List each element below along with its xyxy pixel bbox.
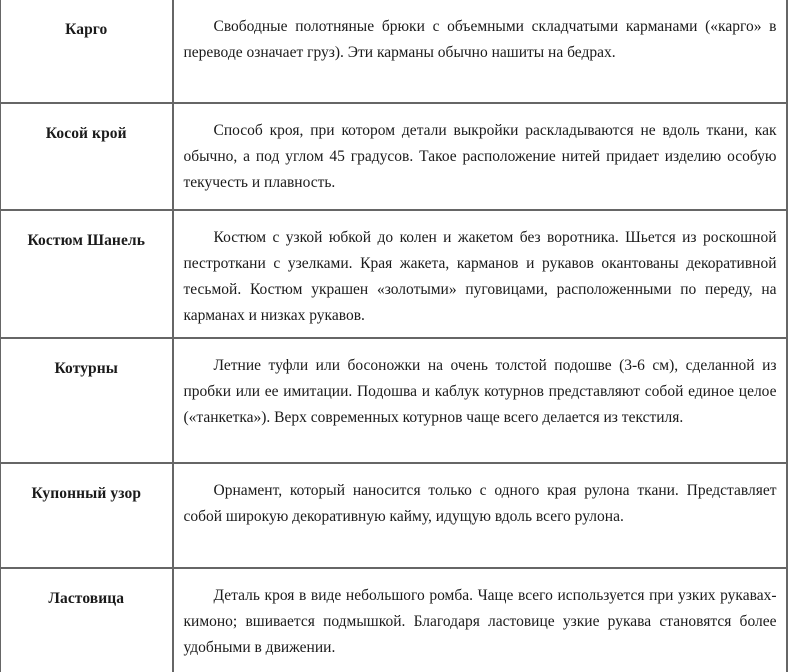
term-label: Ластовица bbox=[48, 590, 125, 607]
term-label: Косой крой bbox=[45, 125, 127, 142]
term-cell bbox=[1, 463, 173, 568]
term-cell bbox=[1, 103, 173, 210]
definition-text: Костюм с узкой юбкой до колен и жакетом без воротника. Шьется из роскошной пестроткани с узелками. Края жакета, карманов и рукавов окантованы декоративной тесьмой. Костюм украшен «золотыми» пуговицами, расположенными по переду, на карманах и низках рукавов. bbox=[183, 229, 777, 324]
definition-cell bbox=[173, 463, 787, 568]
term-label: Костюм Шанель bbox=[27, 232, 146, 249]
definition-text: Летние туфли или босоножки на очень толстой подошве (3-6 см), сделанной из пробки или ее имитации. Подошва и каблук котурнов представляют собой единое целое («танкетка»). Верх современных котурнов чаще всего делается из текстиля. bbox=[183, 357, 777, 426]
definition-cell bbox=[173, 338, 787, 463]
term-label: Купонный узор bbox=[31, 485, 142, 502]
term-label: Котурны bbox=[54, 360, 119, 377]
definition-cell bbox=[173, 103, 787, 210]
table-row bbox=[1, 103, 787, 210]
term-label: Карго bbox=[65, 21, 108, 38]
definition-text: Свободные полотняные брюки с объемными складчатыми карманами («карго» в переводе означает груз). Эти карманы обычно нашиты на бедрах. bbox=[183, 18, 777, 61]
term-cell bbox=[1, 210, 173, 338]
table-row bbox=[1, 338, 787, 463]
term-cell bbox=[1, 568, 173, 672]
definition-text: Орнамент, который наносится только с одного края рулона ткани. Представляет собой широкую декоративную кайму, идущую вдоль всего рулона. bbox=[183, 482, 777, 525]
definition-cell bbox=[173, 568, 787, 672]
term-cell bbox=[1, 338, 173, 463]
definition-cell bbox=[173, 0, 787, 103]
table-row bbox=[1, 210, 787, 338]
table-row bbox=[1, 568, 787, 672]
table-row bbox=[1, 0, 787, 103]
definition-text: Способ кроя, при котором детали выкройки раскладываются не вдоль ткани, как обычно, а под углом 45 градусов. Такое расположение нитей придает изделию особую текучесть и плавность. bbox=[183, 122, 777, 191]
table-row bbox=[1, 463, 787, 568]
term-cell bbox=[1, 0, 173, 103]
glossary-table-body bbox=[1, 0, 787, 672]
definition-text: Деталь кроя в виде небольшого ромба. Чаще всего используется при узких рукавах-кимоно; вшивается подмышкой. Благодаря ластовице узкие рукава становятся более удобными в движении. bbox=[183, 587, 777, 656]
definition-cell bbox=[173, 210, 787, 338]
